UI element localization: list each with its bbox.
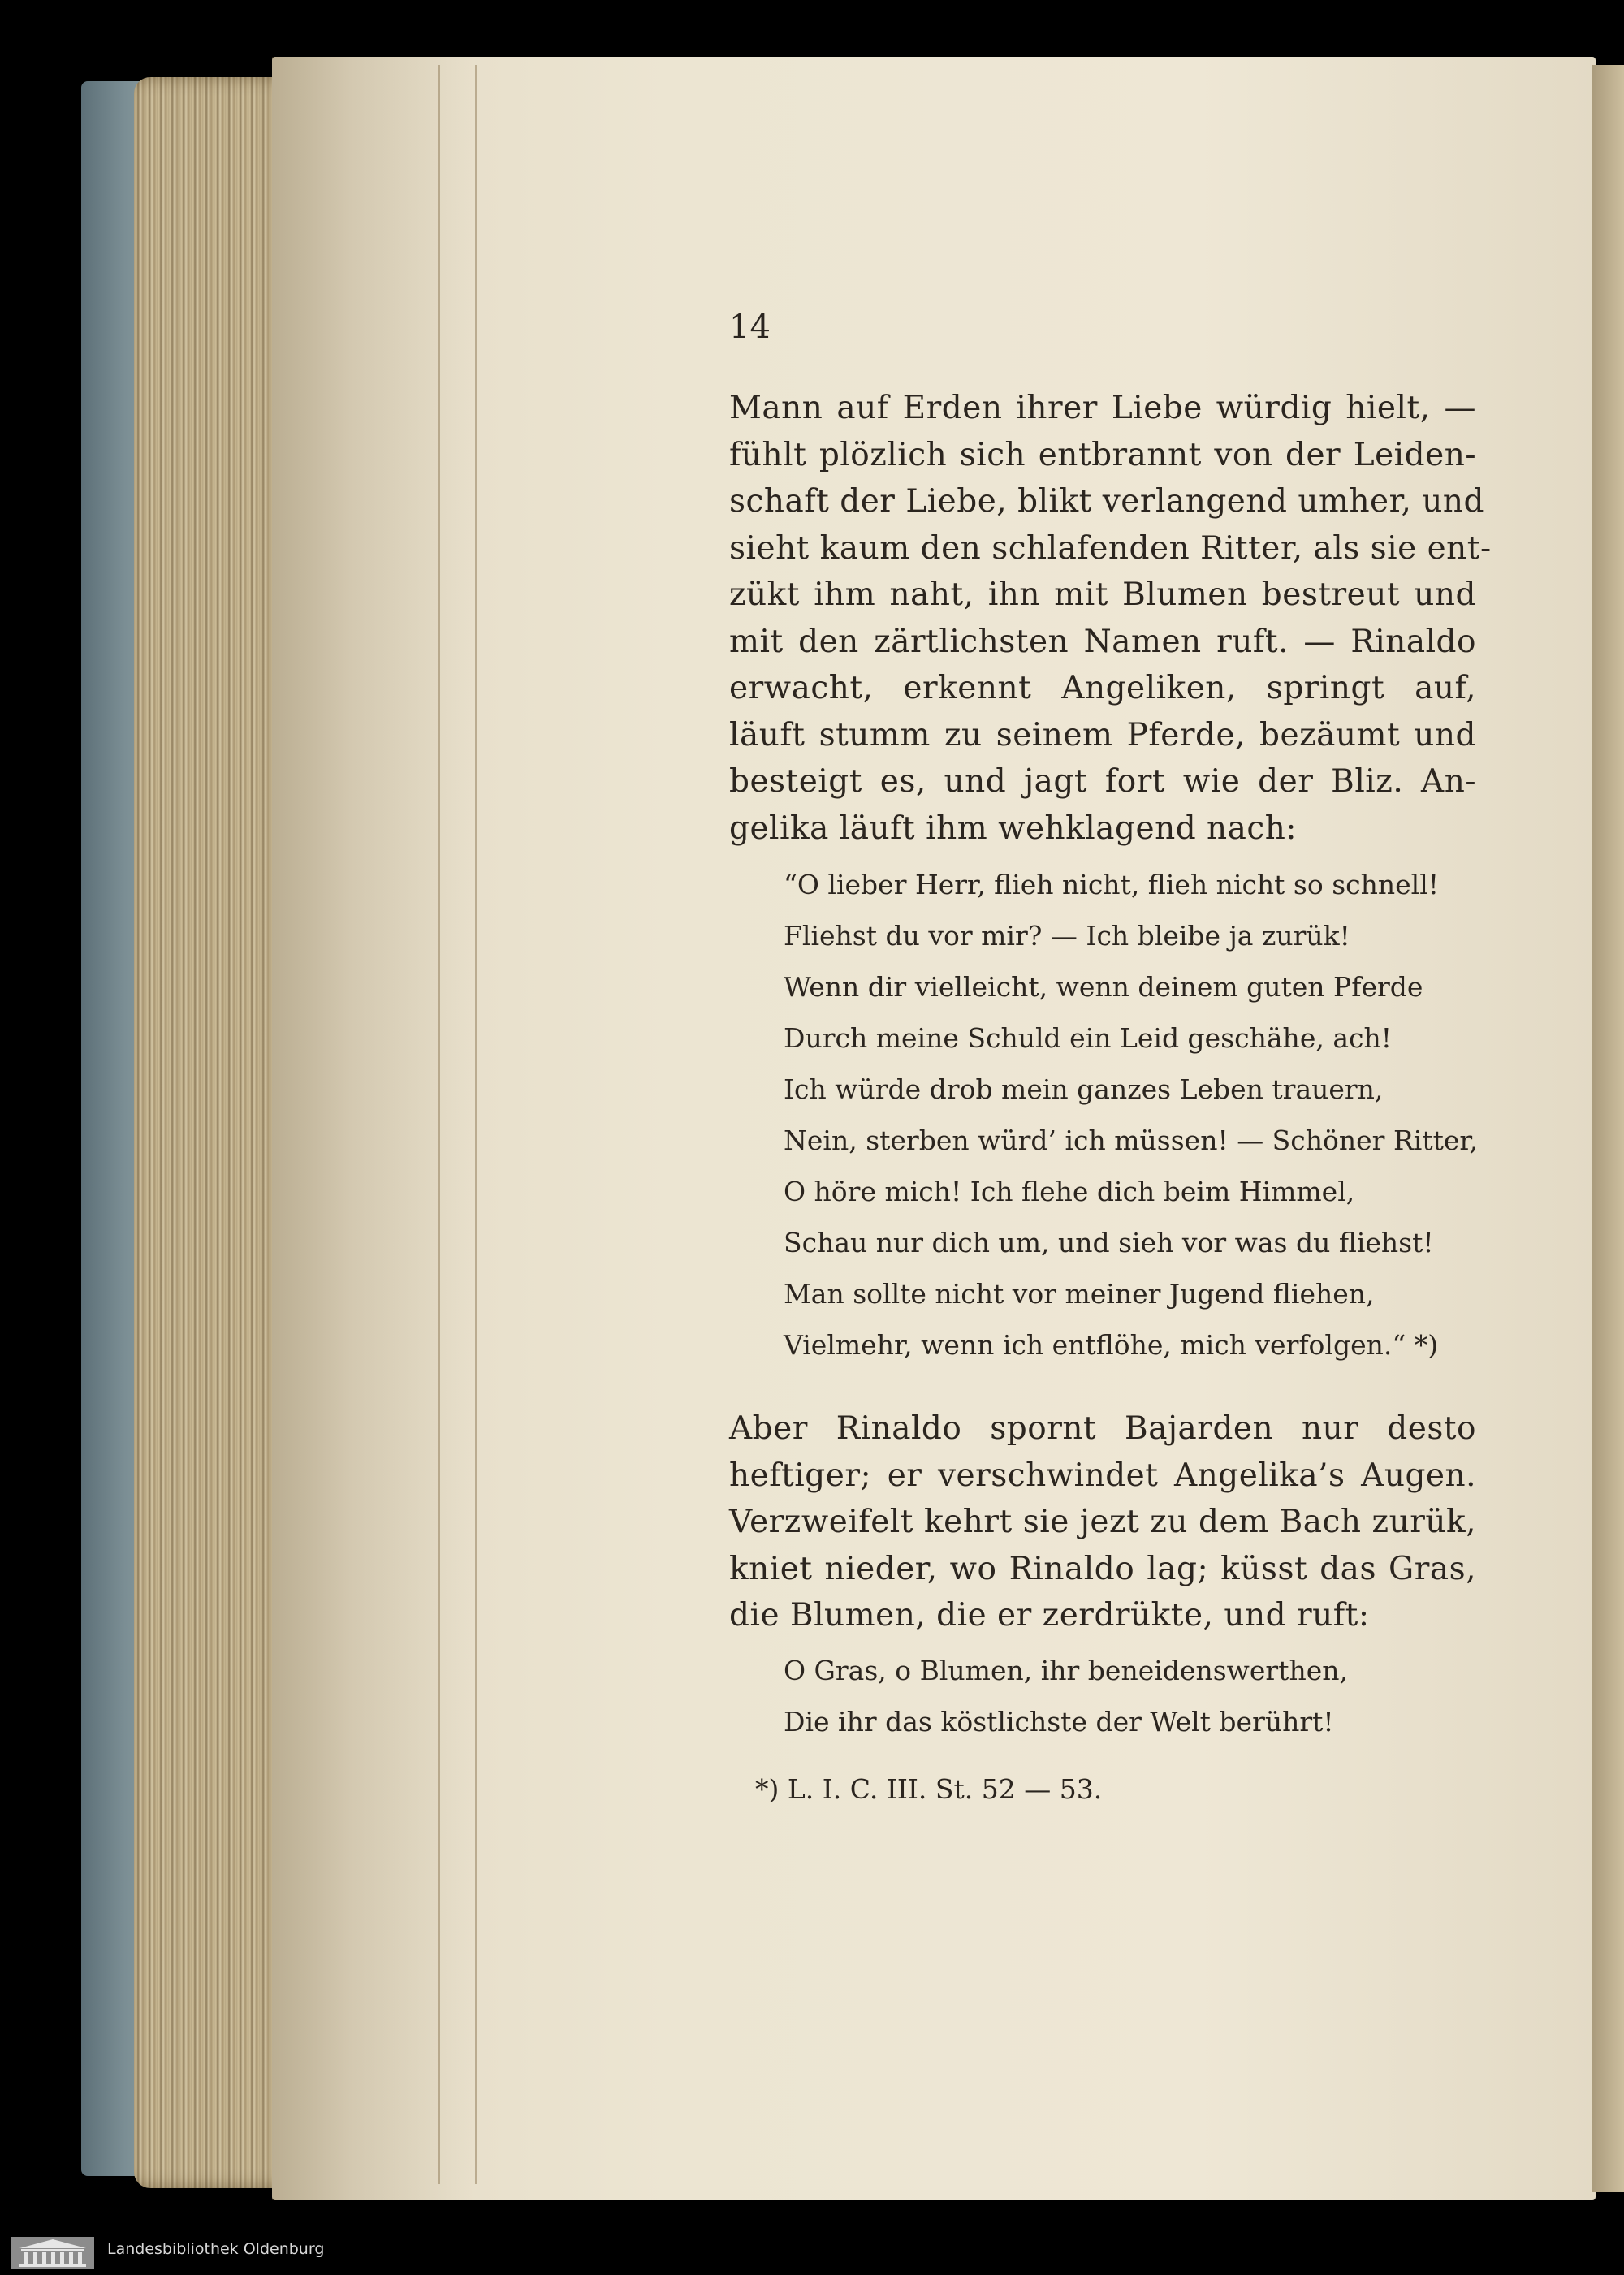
text-line: läuft stumm zu seinem Pferde, bezäumt und [729, 716, 1476, 753]
paragraph-1 [729, 385, 1492, 852]
verse-line: Wenn dir vielleicht, wenn deinem guten Pferde [784, 971, 1423, 1003]
text-line: fühlt plözlich sich entbrannt von der Leiden- [729, 436, 1476, 473]
text-line: gelika läuft ihm wehklagend nach: [729, 809, 1298, 847]
library-logo [11, 2237, 94, 2269]
text-line: schaft der Liebe, blikt verlangend umher, und [729, 483, 1484, 520]
text-line: die Blumen, die er zerdrükte, und ruft: [729, 1597, 1370, 1634]
next-page-edge [1592, 65, 1624, 2192]
text-line: heftiger; er verschwindet Angelika’s Augen. [729, 1457, 1476, 1494]
paragraph-2 [729, 1405, 1476, 1639]
text-line: Aber Rinaldo spornt Bajarden nur desto [729, 1410, 1476, 1447]
verse-line: Nein, sterben würd’ ich müssen! — Schöner Ritter, [784, 1125, 1479, 1156]
verse-line: Man sollte nicht vor meiner Jugend fliehen, [784, 1278, 1375, 1310]
page-gutter-shadow [272, 57, 475, 2200]
verse-2 [784, 1645, 1482, 1747]
verse-line: Durch meine Schuld ein Leid geschähe, ach! [784, 1022, 1392, 1054]
verse-line: O höre mich! Ich flehe dich beim Himmel, [784, 1176, 1355, 1207]
verse-line: Ich würde drob mein ganzes Leben trauern, [784, 1073, 1384, 1105]
text-line: besteigt es, und jagt fort wie der Bliz. An- [729, 763, 1476, 800]
text-line: Verzweifelt kehrt sie jezt zu dem Bach zurük, [729, 1504, 1476, 1540]
text-line: Mann auf Erden ihrer Liebe würdig hielt, — [729, 390, 1476, 426]
page-number: 14 [729, 309, 771, 346]
text-line: zükt ihm naht, ihn mit Blumen bestreut und [729, 576, 1476, 613]
text-line: erwacht, erkennt Angeliken, springt auf, [729, 670, 1476, 706]
text-line: kniet nieder, wo Rinaldo lag; küsst das Gras, [729, 1550, 1476, 1587]
text-line: sieht kaum den schlafenden Ritter, als sie ent- [729, 529, 1492, 567]
library-name: Landesbibliothek Oldenburg [107, 2240, 325, 2258]
text-line: mit den zärtlichsten Namen ruft. — Rinaldo [729, 623, 1476, 660]
footnote: *) L. I. C. III. St. 52 — 53. [755, 1773, 1103, 1805]
library-building-icon [11, 2237, 94, 2269]
verse-line: Schau nur dich um, und sieh vor was du fliehst! [784, 1227, 1434, 1258]
gutter-crease [475, 65, 477, 2184]
verse-1 [784, 859, 1482, 1371]
verse-line: “O lieber Herr, flieh nicht, flieh nicht so schnell! [784, 869, 1440, 900]
verse-line: Fliehst du vor mir? — Ich bleibe ja zurük! [784, 920, 1350, 952]
verse-line: O Gras, o Blumen, ihr beneidenswerthen, [784, 1655, 1348, 1686]
verse-line: Vielmehr, wenn ich entflöhe, mich verfolgen.“ *) [784, 1329, 1439, 1361]
footer-bar [0, 2230, 1624, 2275]
gutter-crease [438, 65, 440, 2184]
verse-line: Die ihr das köstlichste der Welt berührt! [784, 1706, 1334, 1738]
